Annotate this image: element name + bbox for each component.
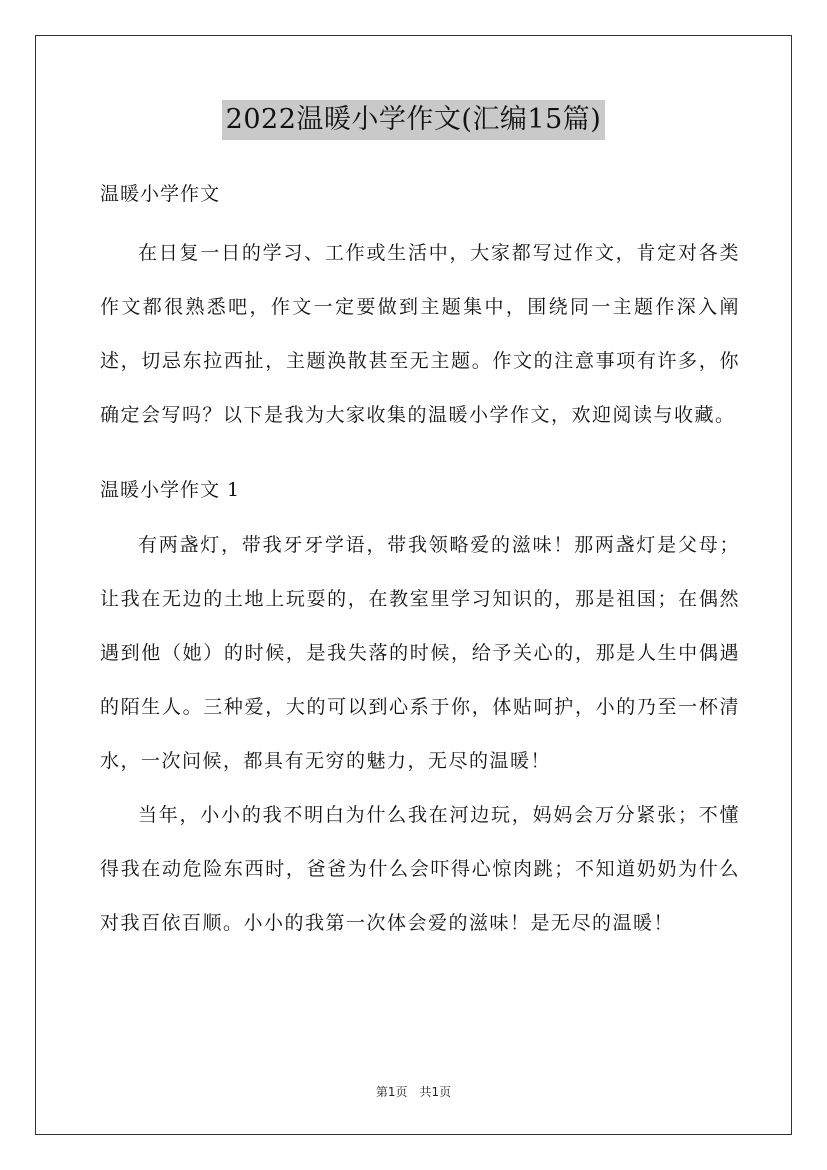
section1-heading: 温暖小学作文 1: [100, 479, 241, 501]
section1-paragraph-1: 有两盏灯，带我牙牙学语，带我领略爱的滋味！那两盏灯是父母；让我在无边的土地上玩耍的，在教室里学习知识的，那是祖国；在偶然遇到他（她）的时候，是我失落的时候，给予关心的，那是人生中偶遇的陌生人。三种爱，大的可以到心系于你，体贴呵护，小的乃至一杯清水，一次问候，都具有无穷的魅力，无尽的温暖！: [100, 534, 740, 772]
page-footer: 第1页 共1页: [375, 1085, 452, 1099]
section1-paragraph-2: 当年，小小的我不明白为什么我在河边玩，妈妈会万分紧张；不懂得我在动危险东西时，爸爸为什么会吓得心惊肉跳；不知道奶奶为什么对我百依百顺。小小的我第一次体会爱的滋味！是无尽的温暖！: [100, 804, 740, 934]
section-gap: [100, 442, 740, 472]
document-title: 2022温暖小学作文(汇编15篇): [222, 100, 606, 140]
document-body: [100, 176, 740, 950]
intro-heading: 温暖小学作文: [100, 183, 221, 205]
intro-paragraph: 在日复一日的学习、工作或生活中，大家都写过作文，肯定对各类作文都很熟悉吧，作文一定要做到主题集中，围绕同一主题作深入阐述，切忌东拉西扯，主题涣散甚至无主题。作文的注意事项有许多，你确定会写吗？以下是我为大家收集的温暖小学作文，欢迎阅读与收藏。: [100, 242, 740, 426]
title-wrap: [0, 100, 827, 140]
